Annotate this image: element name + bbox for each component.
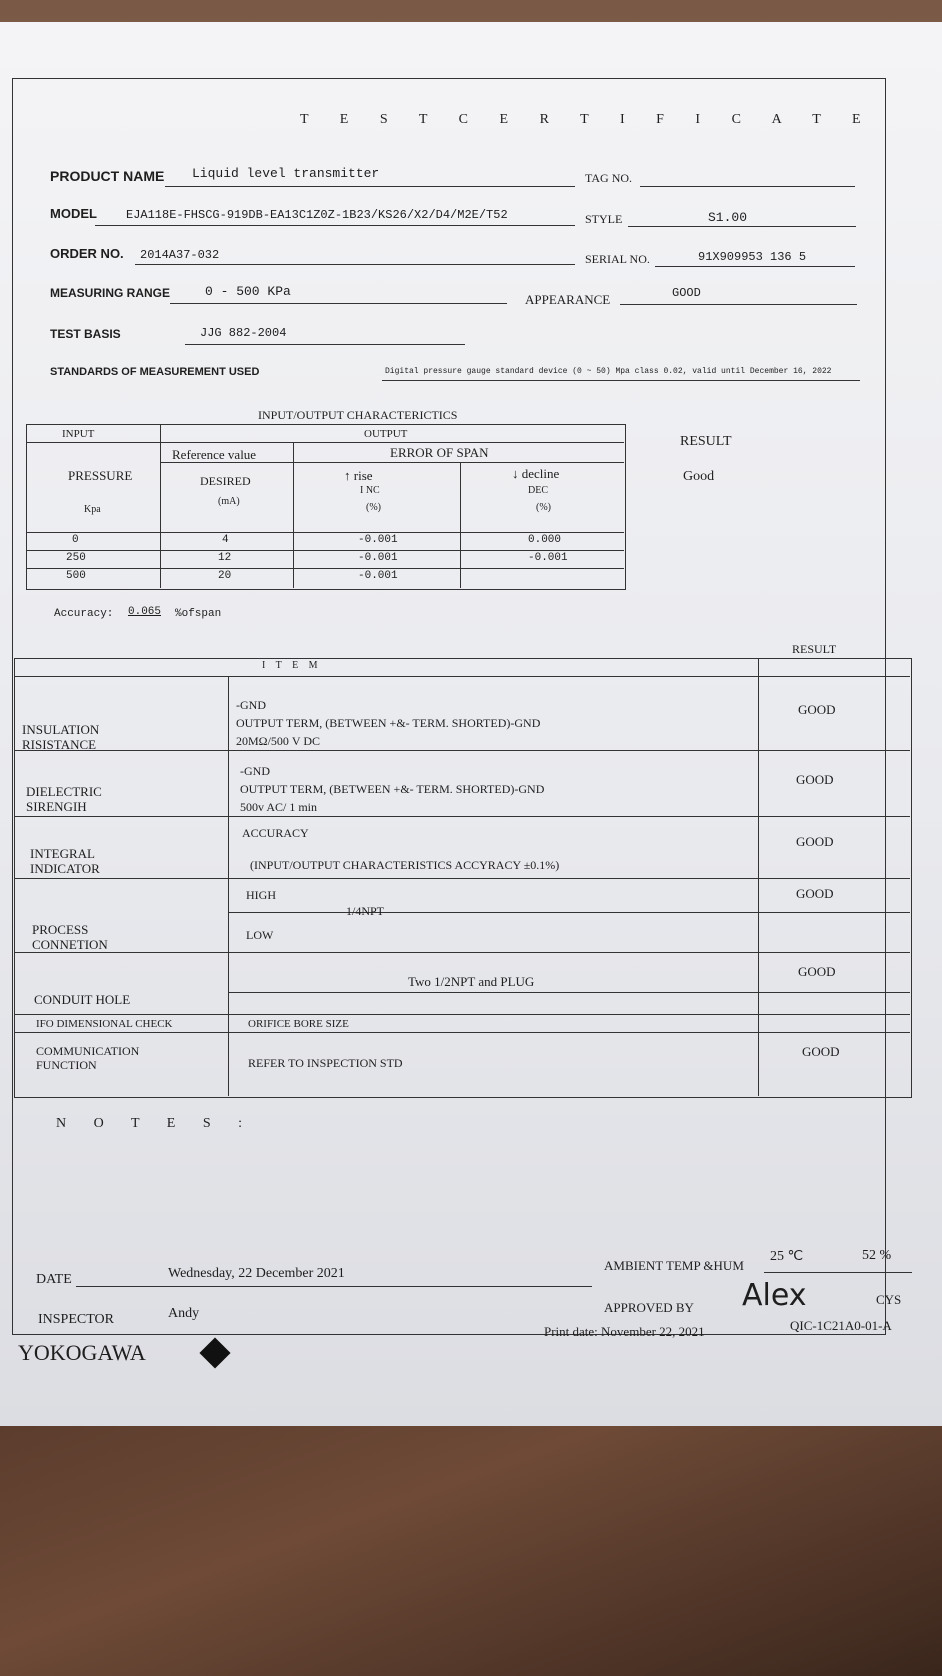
item-2-result: GOOD bbox=[796, 834, 834, 849]
product-name-value: Liquid level transmitter bbox=[192, 166, 380, 181]
serial-no-label: SERIAL NO. bbox=[585, 252, 650, 266]
temp-value: 25 ℃ bbox=[770, 1249, 804, 1264]
rise-label: ↑ rise bbox=[344, 468, 373, 483]
order-no-value: 2014A37-032 bbox=[140, 248, 220, 262]
rise-unit: (%) bbox=[366, 502, 381, 513]
certificate-title: T E S T C E R T I F I C A T E bbox=[300, 112, 875, 127]
desired-unit: (mA) bbox=[218, 496, 240, 507]
date-label: DATE bbox=[36, 1272, 72, 1287]
io-row-1-rise: -0.001 bbox=[358, 552, 398, 564]
approved-signature: Alex bbox=[742, 1278, 807, 1313]
pressure-unit: Kpa bbox=[84, 504, 101, 515]
notes-label: N O T E S : bbox=[56, 1116, 254, 1131]
item-4-line-0: Two 1/2NPT and PLUG bbox=[408, 974, 535, 989]
item-1-line-2: 500v AC/ 1 min bbox=[240, 800, 318, 814]
diamond-logo-icon bbox=[199, 1337, 230, 1368]
io-row-1-decline: -0.001 bbox=[528, 552, 568, 564]
item-2-line-1: (INPUT/OUTPUT CHARACTERISTICS ACCYRACY ±0.1%) bbox=[250, 858, 560, 872]
io-row-2-rise: -0.001 bbox=[358, 570, 398, 582]
table-surface bbox=[0, 1400, 942, 1676]
ambient-label: AMBIENT TEMP &HUM bbox=[604, 1258, 744, 1273]
item-1-line-1: OUTPUT TERM, (BETWEEN +&- TERM. SHORTED)-GND bbox=[240, 782, 545, 796]
inspector-label: INSPECTOR bbox=[38, 1312, 114, 1327]
appearance-value: GOOD bbox=[672, 286, 701, 300]
io-row-0-rise: -0.001 bbox=[358, 534, 398, 546]
tag-no-label: TAG NO. bbox=[585, 171, 633, 185]
io-row-0-pressure: 0 bbox=[72, 534, 79, 546]
decline-sub: DEC bbox=[528, 485, 548, 496]
io-result-label: RESULT bbox=[680, 434, 732, 449]
item-1-result: GOOD bbox=[796, 772, 834, 787]
accuracy-label: Accuracy: bbox=[54, 608, 114, 620]
model-label: MODEL bbox=[50, 206, 97, 221]
certificate-sheet bbox=[0, 22, 942, 1426]
item-0-line-2: 20MΩ/500 V DC bbox=[236, 734, 321, 748]
accuracy-value: 0.065 bbox=[128, 606, 162, 618]
decline-unit: (%) bbox=[536, 502, 551, 513]
humidity-value: 52 % bbox=[862, 1248, 892, 1263]
brand-logo-text: YOKOGAWA bbox=[18, 1340, 146, 1365]
measuring-range-value: 0 - 500 KPa bbox=[205, 284, 291, 299]
accuracy-unit: %ofspan bbox=[175, 608, 222, 620]
appearance-label: APPEARANCE bbox=[525, 292, 611, 307]
item-4-result: GOOD bbox=[798, 964, 836, 979]
item-6-result: GOOD bbox=[802, 1044, 840, 1059]
io-row-2-pressure: 500 bbox=[66, 570, 86, 582]
order-no-label: ORDER NO. bbox=[50, 246, 124, 261]
io-row-1-desired: 12 bbox=[218, 552, 232, 564]
item-name-integral-indicator: INTEGRAL INDICATOR bbox=[30, 846, 100, 876]
io-row-0-desired: 4 bbox=[222, 534, 229, 546]
item-3-line-2: LOW bbox=[246, 928, 274, 942]
inspector-value: Andy bbox=[168, 1306, 200, 1321]
desired-label: DESIRED bbox=[200, 474, 251, 488]
item-name-conduit-hole: CONDUIT HOLE bbox=[34, 992, 131, 1007]
print-date: Print date: November 22, 2021 bbox=[544, 1324, 705, 1339]
item-name-insulation: INSULATION RISISTANCE bbox=[22, 722, 100, 752]
decline-label: ↓ decline bbox=[512, 466, 560, 481]
approved-code: CYS bbox=[876, 1292, 902, 1307]
item-name-dimensional-check: IFO DIMENSIONAL CHECK bbox=[36, 1018, 173, 1030]
pressure-label: PRESSURE bbox=[68, 468, 133, 483]
item-3-line-0: HIGH bbox=[246, 888, 276, 902]
item-3-result: GOOD bbox=[796, 886, 834, 901]
io-row-0-decline: 0.000 bbox=[528, 534, 562, 546]
result-header: RESULT bbox=[792, 642, 837, 656]
item-5-line-0: ORIFICE BORE SIZE bbox=[248, 1018, 349, 1030]
item-2-line-0: ACCURACY bbox=[242, 826, 309, 840]
test-basis-value: JJG 882-2004 bbox=[200, 326, 287, 340]
io-result-value: Good bbox=[683, 469, 715, 484]
output-header: OUTPUT bbox=[364, 428, 408, 440]
item-0-result: GOOD bbox=[798, 702, 836, 717]
reference-header: Reference value bbox=[172, 447, 257, 462]
standards-value: Digital pressure gauge standard device (0 ~ 50) Mpa class 0.02, valid until December 16, 2022 bbox=[385, 367, 832, 376]
item-name-process-connection: PROCESS CONNETION bbox=[32, 922, 108, 952]
date-value: Wednesday, 22 December 2021 bbox=[168, 1266, 345, 1281]
test-basis-label: TEST BASIS bbox=[50, 327, 121, 341]
serial-no-value: 91X909953 136 5 bbox=[698, 250, 807, 264]
model-value: EJA118E-FHSCG-919DB-EA13C1Z0Z-1B23/KS26/X2/D4/M2E/T52 bbox=[126, 208, 508, 222]
document-code: QIC-1C21A0-01-A bbox=[790, 1318, 892, 1333]
approved-label: APPROVED BY bbox=[604, 1300, 694, 1315]
item-name-dielectric: DIELECTRIC SIRENGIH bbox=[26, 784, 102, 814]
product-name-label: PRODUCT NAME bbox=[50, 168, 165, 184]
rise-sub: I NC bbox=[360, 485, 380, 496]
item-1-line-0: -GND bbox=[240, 764, 270, 778]
item-0-line-1: OUTPUT TERM, (BETWEEN +&- TERM. SHORTED)-GND bbox=[236, 716, 541, 730]
item-name-communication: COMMUNICATION FUNCTION bbox=[36, 1044, 140, 1072]
style-label: STYLE bbox=[585, 212, 623, 226]
item-6-line-0: REFER TO INSPECTION STD bbox=[248, 1056, 403, 1070]
io-row-2-desired: 20 bbox=[218, 570, 232, 582]
item-3-line-1: 1/4NPT bbox=[346, 904, 385, 918]
io-row-1-pressure: 250 bbox=[66, 552, 86, 564]
error-span-header: ERROR OF SPAN bbox=[390, 445, 489, 460]
standards-label: STANDARDS OF MEASUREMENT USED bbox=[50, 366, 260, 378]
style-value: S1.00 bbox=[708, 210, 748, 225]
item-header: I T E M bbox=[262, 660, 322, 671]
item-0-line-0: -GND bbox=[236, 698, 266, 712]
io-table-caption: INPUT/OUTPUT CHARACTERICTICS bbox=[258, 408, 458, 422]
input-header: INPUT bbox=[62, 428, 95, 440]
measuring-range-label: MEASURING RANGE bbox=[50, 286, 171, 300]
